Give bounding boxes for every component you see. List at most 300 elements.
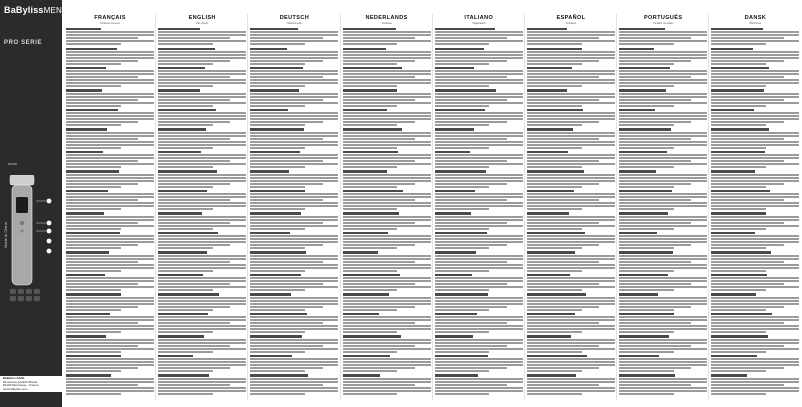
text-line	[343, 216, 431, 218]
text-line	[619, 228, 674, 230]
text-line	[250, 135, 338, 137]
text-line	[619, 358, 707, 360]
text-line	[158, 331, 213, 333]
text-line	[527, 205, 615, 207]
text-line	[66, 241, 154, 243]
language-title: FRANÇAIS	[94, 15, 126, 21]
text-line	[711, 261, 783, 263]
text-line	[711, 348, 799, 350]
text-line	[619, 208, 674, 210]
section-heading-bar	[435, 109, 485, 111]
text-line	[527, 118, 615, 120]
instruction-text	[711, 28, 799, 395]
text-line	[619, 124, 674, 126]
text-line	[250, 270, 305, 272]
text-line	[527, 241, 615, 243]
text-line	[527, 180, 615, 182]
section-heading-bar	[250, 89, 298, 91]
text-line	[343, 255, 431, 257]
text-line	[158, 121, 230, 123]
text-line	[343, 186, 398, 188]
text-line	[250, 280, 338, 282]
text-line	[158, 180, 246, 182]
text-line	[619, 331, 674, 333]
text-line	[66, 31, 154, 33]
text-line	[619, 238, 707, 240]
text-line	[158, 378, 246, 380]
text-line	[527, 219, 615, 221]
text-line	[158, 270, 213, 272]
section-heading-bar	[343, 67, 402, 69]
text-line	[250, 196, 338, 198]
text-line	[158, 225, 246, 227]
text-line	[158, 144, 246, 146]
text-line	[527, 34, 615, 36]
text-line	[711, 393, 766, 395]
text-line	[619, 393, 674, 395]
text-line	[66, 141, 154, 143]
section-heading-bar	[619, 232, 657, 234]
text-line	[619, 241, 707, 243]
section-heading-bar	[66, 251, 109, 253]
text-line	[66, 79, 154, 81]
text-line	[158, 370, 213, 372]
text-line	[527, 255, 615, 257]
text-line	[343, 267, 431, 269]
text-line	[527, 244, 599, 246]
text-line	[527, 160, 599, 162]
text-line	[343, 235, 431, 237]
text-line	[619, 381, 707, 383]
text-line	[250, 331, 305, 333]
text-line	[527, 124, 582, 126]
text-line	[250, 177, 338, 179]
text-line	[527, 157, 615, 159]
callout-marker	[47, 221, 52, 226]
section-heading-bar	[711, 293, 756, 295]
text-line	[435, 202, 523, 204]
text-line	[250, 70, 338, 72]
text-line	[711, 225, 799, 227]
text-line	[527, 154, 615, 156]
text-line	[527, 147, 582, 149]
text-line	[250, 99, 322, 101]
text-line	[527, 228, 582, 230]
text-line	[343, 115, 431, 117]
text-line	[619, 319, 707, 321]
text-line	[619, 339, 707, 341]
text-line	[527, 384, 599, 386]
text-line	[435, 286, 523, 288]
text-line	[250, 76, 322, 78]
text-line	[158, 124, 213, 126]
text-line	[158, 348, 246, 350]
text-line	[435, 309, 490, 311]
text-line	[619, 180, 707, 182]
text-line	[711, 112, 799, 114]
text-line	[619, 118, 707, 120]
text-line	[250, 163, 338, 165]
text-line	[158, 147, 213, 149]
text-line	[66, 174, 154, 176]
text-line	[435, 387, 523, 389]
section-heading-bar	[527, 293, 586, 295]
section-heading-bar	[66, 128, 107, 130]
section-heading-bar	[711, 212, 766, 214]
section-heading-bar	[711, 89, 764, 91]
text-line	[435, 244, 507, 246]
text-line	[343, 238, 431, 240]
text-line	[435, 361, 523, 363]
text-line	[66, 225, 154, 227]
text-line	[343, 361, 431, 363]
text-line	[343, 112, 431, 114]
text-line	[435, 57, 523, 59]
text-line	[343, 345, 415, 347]
text-line	[711, 37, 783, 39]
text-line	[250, 345, 322, 347]
text-line	[158, 393, 213, 395]
text-line	[158, 228, 213, 230]
text-line	[158, 303, 246, 305]
section-heading-bar	[250, 212, 300, 214]
text-line	[158, 96, 246, 98]
text-line	[343, 163, 431, 165]
brand-logo: BaBylissMEN	[4, 5, 62, 15]
text-line	[527, 37, 599, 39]
text-line	[250, 183, 322, 185]
text-line	[435, 367, 507, 369]
text-line	[66, 328, 154, 330]
text-line	[158, 85, 213, 87]
text-line	[66, 121, 138, 123]
text-line	[527, 306, 599, 308]
section-heading-bar	[711, 109, 753, 111]
language-column	[525, 0, 617, 407]
text-line	[158, 367, 230, 369]
manufacturer-info: BaByliss SARL 99 avenue Aristide Briand 92120 Montrouge - France www.babyliss.com	[0, 376, 62, 392]
text-line	[250, 277, 338, 279]
text-line	[619, 378, 707, 380]
cover-panel	[0, 0, 62, 407]
text-line	[435, 76, 507, 78]
text-line	[343, 135, 431, 137]
text-line	[619, 60, 691, 62]
text-line	[527, 297, 615, 299]
text-line	[619, 70, 707, 72]
text-line	[250, 132, 338, 134]
text-line	[711, 118, 799, 120]
text-line	[158, 208, 213, 210]
section-heading-bar	[435, 212, 471, 214]
section-heading-bar	[711, 170, 754, 172]
text-line	[250, 180, 338, 182]
text-line	[250, 378, 338, 380]
column-divider	[432, 14, 433, 400]
text-line	[158, 384, 230, 386]
text-line	[435, 297, 523, 299]
series-label: PRO SERIE	[4, 40, 43, 46]
text-line	[527, 163, 615, 165]
text-line	[711, 54, 799, 56]
text-line	[619, 328, 707, 330]
text-line	[527, 319, 615, 321]
text-line	[343, 303, 431, 305]
section-heading-bar	[435, 190, 475, 192]
text-line	[619, 205, 707, 207]
text-line	[435, 85, 490, 87]
text-line	[250, 361, 338, 363]
text-line	[66, 112, 154, 114]
section-heading-bar	[343, 109, 387, 111]
text-line	[250, 381, 338, 383]
text-line	[66, 208, 121, 210]
text-line	[250, 247, 305, 249]
text-line	[66, 235, 154, 237]
text-line	[711, 342, 799, 344]
language-subtitle: Cortapelo	[565, 22, 577, 25]
section-heading-bar	[343, 190, 404, 192]
text-line	[250, 118, 338, 120]
text-line	[527, 105, 582, 107]
text-line	[66, 60, 138, 62]
text-line	[343, 247, 398, 249]
text-line	[343, 300, 431, 302]
section-heading-bar	[527, 374, 576, 376]
text-line	[435, 40, 523, 42]
text-line	[250, 303, 338, 305]
section-heading-bar	[343, 335, 401, 337]
text-line	[66, 144, 154, 146]
text-line	[527, 40, 615, 42]
text-line	[343, 183, 415, 185]
text-line	[250, 244, 322, 246]
text-line	[435, 351, 490, 353]
text-line	[527, 367, 599, 369]
text-line	[435, 186, 490, 188]
text-line	[619, 141, 707, 143]
language-column	[433, 0, 525, 407]
text-line	[619, 138, 691, 140]
text-line	[619, 348, 707, 350]
text-line	[250, 154, 338, 156]
language-title: PORTUGUÊS	[643, 15, 683, 21]
text-line	[343, 297, 431, 299]
text-line	[527, 222, 599, 224]
text-line	[711, 208, 766, 210]
text-line	[527, 63, 582, 65]
text-line	[435, 199, 507, 201]
text-line	[711, 331, 766, 333]
text-line	[343, 180, 431, 182]
text-line	[343, 121, 415, 123]
text-line	[343, 241, 431, 243]
text-line	[435, 319, 523, 321]
text-line	[66, 51, 154, 53]
text-line	[66, 102, 154, 104]
text-line	[66, 216, 154, 218]
text-line	[343, 40, 431, 42]
text-line	[66, 303, 154, 305]
text-line	[435, 124, 490, 126]
section-heading-bar	[66, 89, 102, 91]
section-heading-bar	[66, 28, 101, 30]
text-line	[527, 102, 615, 104]
text-line	[619, 222, 691, 224]
text-line	[158, 154, 246, 156]
text-line	[435, 132, 523, 134]
text-line	[435, 331, 490, 333]
text-line	[250, 297, 338, 299]
text-line	[711, 351, 766, 353]
text-line	[158, 358, 246, 360]
section-heading-bar	[435, 374, 478, 376]
text-line	[158, 258, 246, 260]
section-heading-bar	[158, 109, 216, 111]
text-line	[158, 241, 246, 243]
text-line	[343, 244, 415, 246]
text-line	[711, 300, 799, 302]
section-heading-bar	[158, 48, 215, 50]
text-line	[158, 244, 230, 246]
section-heading-bar	[435, 313, 477, 315]
text-line	[158, 177, 246, 179]
text-line	[711, 51, 799, 53]
text-line	[343, 331, 398, 333]
text-line	[711, 141, 799, 143]
text-line	[619, 244, 691, 246]
text-line	[66, 345, 138, 347]
text-line	[711, 384, 783, 386]
section-heading-bar	[527, 170, 584, 172]
text-line	[66, 76, 138, 78]
text-line	[343, 79, 431, 81]
text-line	[158, 115, 246, 117]
text-line	[158, 238, 246, 240]
text-line	[619, 384, 691, 386]
text-line	[66, 63, 121, 65]
language-column	[341, 0, 433, 407]
text-line	[435, 241, 523, 243]
text-line	[527, 322, 599, 324]
text-line	[250, 316, 338, 318]
text-line	[158, 297, 246, 299]
text-line	[66, 361, 154, 363]
text-line	[527, 76, 599, 78]
text-line	[343, 138, 415, 140]
text-line	[66, 247, 121, 249]
section-heading-bar	[158, 274, 203, 276]
text-line	[711, 367, 783, 369]
text-line	[711, 196, 799, 198]
text-line	[435, 93, 523, 95]
text-line	[435, 267, 523, 269]
text-line	[66, 348, 154, 350]
text-line	[66, 244, 138, 246]
text-line	[711, 85, 766, 87]
text-line	[711, 202, 799, 204]
language-subtitle: Tondeuse cheveux	[100, 22, 120, 25]
section-heading-bar	[250, 190, 305, 192]
text-line	[711, 99, 783, 101]
text-line	[343, 57, 431, 59]
text-line	[527, 112, 615, 114]
text-line	[711, 277, 799, 279]
section-heading-bar	[250, 374, 307, 376]
text-line	[158, 73, 246, 75]
section-heading-bar	[527, 251, 575, 253]
section-heading-bar	[435, 274, 472, 276]
language-subtitle: Tondeuse	[381, 22, 392, 25]
text-line	[619, 82, 707, 84]
text-line	[711, 390, 799, 392]
text-line	[711, 238, 799, 240]
text-line	[250, 63, 305, 65]
text-line	[435, 264, 523, 266]
text-line	[619, 267, 707, 269]
text-line	[619, 57, 707, 59]
text-line	[619, 342, 707, 344]
section-heading-bar	[158, 212, 202, 214]
text-line	[66, 367, 138, 369]
text-line	[158, 267, 246, 269]
text-line	[527, 247, 582, 249]
text-line	[435, 166, 490, 168]
text-line	[435, 174, 523, 176]
text-line	[435, 342, 523, 344]
text-line	[343, 199, 415, 201]
text-line	[66, 135, 154, 137]
text-line	[250, 43, 305, 45]
figure-label: Fig. 1	[10, 352, 22, 357]
text-line	[435, 283, 507, 285]
text-line	[250, 102, 338, 104]
text-line	[343, 157, 431, 159]
text-line	[158, 157, 246, 159]
text-line	[435, 177, 523, 179]
section-heading-bar	[158, 374, 209, 376]
text-line	[158, 60, 230, 62]
text-line	[527, 390, 615, 392]
text-line	[343, 219, 431, 221]
text-line	[158, 261, 230, 263]
text-line	[158, 322, 230, 324]
text-line	[435, 96, 523, 98]
instruction-text	[66, 28, 154, 395]
text-line	[711, 322, 783, 324]
text-line	[66, 82, 154, 84]
text-line	[527, 70, 615, 72]
text-line	[619, 255, 707, 257]
text-line	[527, 193, 615, 195]
section-heading-bar	[711, 232, 755, 234]
text-line	[66, 387, 154, 389]
text-line	[711, 316, 799, 318]
text-line	[619, 264, 707, 266]
text-line	[711, 339, 799, 341]
text-line	[158, 387, 246, 389]
section-heading-bar	[435, 28, 495, 30]
text-line	[66, 238, 154, 240]
text-line	[711, 31, 799, 33]
text-line	[527, 54, 615, 56]
section-heading-bar	[619, 109, 655, 111]
section-heading-bar	[66, 212, 104, 214]
text-line	[435, 180, 523, 182]
text-line	[711, 40, 799, 42]
text-line	[66, 70, 154, 72]
text-line	[250, 264, 338, 266]
